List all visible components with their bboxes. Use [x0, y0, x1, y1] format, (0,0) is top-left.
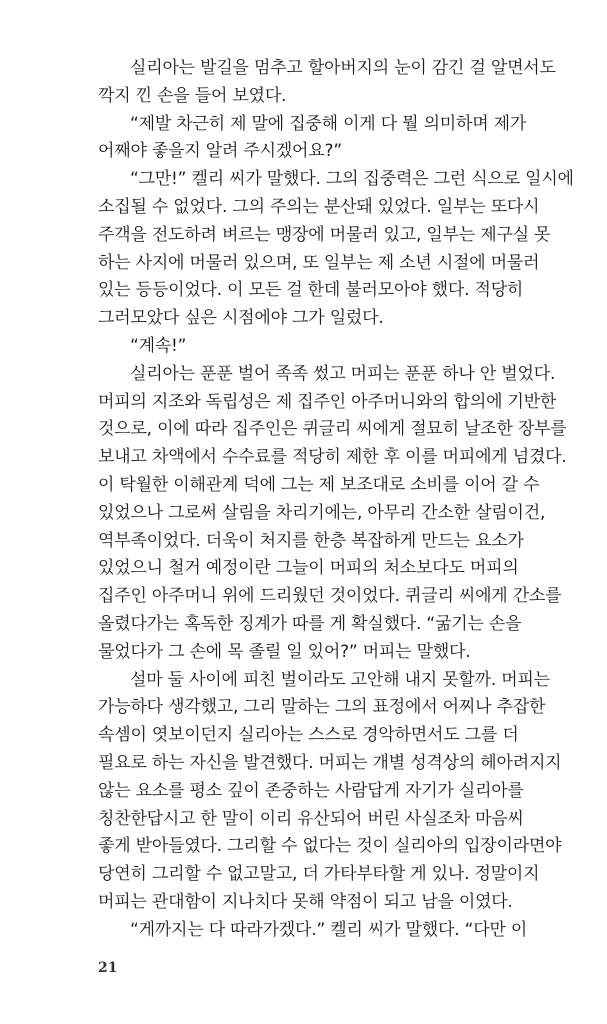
- text-line: 있었으니 철거 예정이란 그늘이 머피의 처소보다도 머피의: [98, 558, 519, 579]
- text-line: 물었다가 그 손에 목 졸릴 일 있어?” 머피는 말했다.: [98, 641, 471, 662]
- text-line: 깍지 낀 손을 들어 보였다.: [98, 85, 287, 106]
- text-line: 있는 등등이었다. 이 모든 걸 한데 불러모아야 했다. 적당히: [98, 280, 524, 301]
- page-number: 21: [98, 960, 118, 976]
- text-line: 역부족이었다. 더욱이 처지를 한층 복잡하게 만드는 요소가: [98, 530, 524, 551]
- text-line: 당연히 그리할 수 없고말고, 더 가타부타할 게 있나. 정말이지: [98, 864, 540, 885]
- text-line: 속셈이 엿보이던지 실리아는 스스로 경악하면서도 그를 더: [98, 725, 519, 746]
- text-line: 하는 사지에 머물러 있으며, 또 일부는 제 소년 시절에 머물러: [98, 252, 540, 273]
- text-line: 좋게 받아들였다. 그리할 수 없다는 것이 실리아의 입장이라면야: [98, 836, 562, 857]
- text-line: 칭찬한답시고 한 말이 이리 유산되어 버린 사실조차 마음씨: [98, 808, 524, 829]
- text-line: 가능하다 생각했고, 그리 말하는 그의 표정에서 어찌나 추잡한: [98, 697, 546, 718]
- text-line: 실리아는 푼푼 벌어 족족 썼고 머피는 푼푼 하나 안 벌었다.: [130, 363, 556, 384]
- text-line: 어째야 좋을지 알려 주시겠어요?”: [98, 141, 342, 162]
- text-line: 있었으나 그로써 살림을 차리기에는, 아무리 간소한 살림이건,: [98, 502, 546, 523]
- text-line: 필요로 하는 자신을 발견했다. 머피는 개별 성격상의 헤아려지지: [98, 752, 562, 773]
- text-line: “제발 차근히 제 말에 집중해 이게 다 뭘 의미하며 제가: [130, 113, 527, 134]
- text-line: 소집될 수 없었다. 그의 주의는 분산돼 있었다. 일부는 또다시: [98, 196, 540, 217]
- text-line: 집주인 아주머니 위에 드리웠던 것이었다. 퀴글리 씨에게 간소를: [98, 586, 562, 607]
- text-line: “계속!”: [130, 335, 187, 356]
- text-line: 머피는 관대함이 지나치다 못해 약점이 되고 남을 이였다.: [98, 891, 513, 912]
- text-line: “게까지는 다 따라가겠다.” 켈리 씨가 말했다. “다만 이: [130, 919, 528, 940]
- text-line: 주객을 전도하려 벼르는 맹장에 머물러 있고, 일부는 제구실 못: [98, 224, 551, 245]
- text-line: 머피의 지조와 독립성은 제 집주인 아주머니와의 합의에 기반한: [98, 391, 557, 412]
- text-line: 설마 둘 사이에 피친 벌이라도 고안해 내지 못할까. 머피는: [130, 669, 550, 690]
- text-line: “그만!” 켈리 씨가 말했다. 그의 집중력은 그런 식으로 일시에: [130, 169, 574, 190]
- text-line: 실리아는 발길을 멈추고 할아버지의 눈이 감긴 걸 알면서도: [130, 58, 556, 78]
- text-line: 이 탁월한 이해관계 덕에 그는 제 보조대로 소비를 이어 갈 수: [98, 474, 540, 495]
- text-line: 보내고 차액에서 수수료를 적당히 제한 후 이를 머피에게 넘겼다.: [98, 447, 567, 468]
- text-line: 올렸다가는 혹독한 징계가 따를 게 확실했다. “굶기는 손을: [98, 613, 522, 634]
- body-text: [98, 55, 574, 945]
- text-line: 그러모았다 싶은 시점에야 그가 일렀다.: [98, 308, 384, 329]
- text-line: 것으로, 이에 따라 집주인은 퀴글리 씨에게 절묘히 날조한 장부를: [98, 419, 567, 440]
- text-line: 않는 요소를 평소 깊이 존중하는 사람답게 자기가 실리아를: [98, 780, 524, 801]
